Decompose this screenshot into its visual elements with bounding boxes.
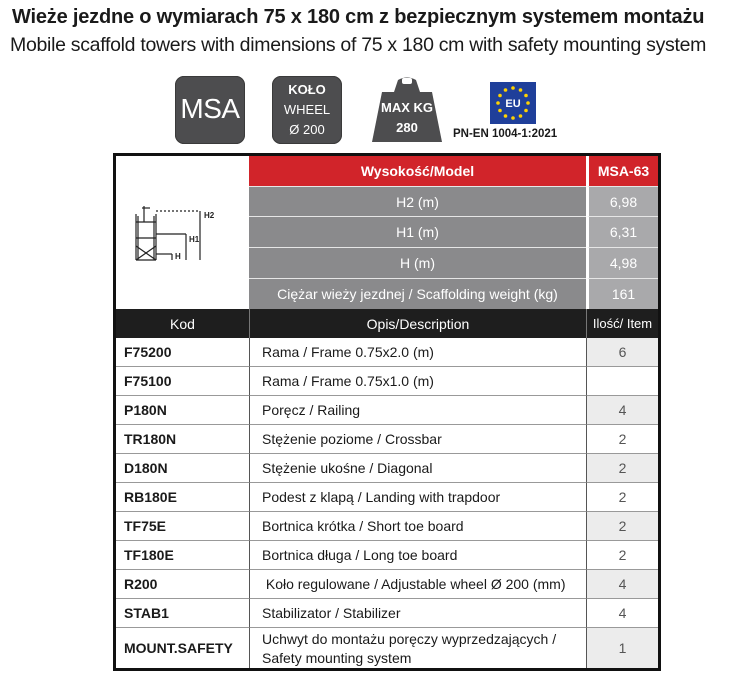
item-description: Koło regulowane / Adjustable wheel Ø 200 (mm) xyxy=(249,570,586,599)
scaffold-diagram xyxy=(116,156,249,309)
item-code: F75200 xyxy=(116,338,249,367)
diagram-label-h2: H2 xyxy=(204,211,215,220)
item-quantity: 2 xyxy=(586,483,658,512)
item-code: TF180E xyxy=(116,541,249,570)
title-english: Mobile scaffold towers with dimensions of 75 x 180 cm with safety mounting system xyxy=(10,34,707,56)
item-code: R200 xyxy=(116,570,249,599)
spec-row-label: H2 (m) xyxy=(249,186,586,216)
item-description-line1: Uchwyt do montażu poręczy wyprzedzających / xyxy=(262,631,557,647)
item-quantity: 2 xyxy=(586,541,658,570)
item-description xyxy=(249,628,586,668)
item-quantity: 2 xyxy=(586,425,658,454)
item-code: P180N xyxy=(116,396,249,425)
item-code: RB180E xyxy=(116,483,249,512)
item-code: TR180N xyxy=(116,425,249,454)
diagram-label-h1: H1 xyxy=(189,235,200,244)
item-quantity: 2 xyxy=(586,512,658,541)
item-description: Bortnica krótka / Short toe board xyxy=(249,512,586,541)
spec-row-value: 4,98 xyxy=(587,247,658,278)
item-code: D180N xyxy=(116,454,249,483)
norm-standard: PN-EN 1004-1:2021 xyxy=(453,128,558,140)
eu-flag-label: EU xyxy=(505,98,521,110)
item-quantity: 2 xyxy=(586,454,658,483)
item-quantity: 4 xyxy=(586,396,658,425)
item-description: Bortnica długa / Long toe board xyxy=(249,541,586,570)
eu-flag-icon xyxy=(490,82,536,124)
spec-row-value: 161 xyxy=(587,278,658,309)
wheel-badge-line2: WHEEL xyxy=(283,102,331,117)
column-header-quantity: Ilość/ Item xyxy=(586,309,658,338)
max-load-weight-icon xyxy=(368,76,446,144)
item-quantity xyxy=(586,367,658,396)
item-description: Stabilizator / Stabilizer xyxy=(249,599,586,628)
column-header-code: Kod xyxy=(116,309,249,338)
spec-row-label: H (m) xyxy=(249,247,586,278)
column-header-description: Opis/Description xyxy=(249,309,586,338)
spec-header-model: MSA-63 xyxy=(587,156,658,186)
spec-row-label: Ciężar wieży jezdnej / Scaffolding weight (kg) xyxy=(249,278,586,309)
item-code: STAB1 xyxy=(116,599,249,628)
item-quantity: 4 xyxy=(586,599,658,628)
item-description: Stężenie poziome / Crossbar xyxy=(249,425,586,454)
item-description: Podest z klapą / Landing with trapdoor xyxy=(249,483,586,512)
wheel-badge xyxy=(272,76,342,144)
wheel-badge-line3: Ø 200 xyxy=(289,122,325,137)
item-description: Stężenie ukośne / Diagonal xyxy=(249,454,586,483)
item-description: Rama / Frame 0.75x1.0 (m) xyxy=(249,367,586,396)
item-code: MOUNT.SAFETY xyxy=(124,640,233,656)
item-description-line2: Safety mounting system xyxy=(262,650,412,666)
spec-row-value: 6,31 xyxy=(587,216,658,247)
spec-row-value: 6,98 xyxy=(587,186,658,216)
item-description: Poręcz / Railing xyxy=(249,396,586,425)
spec-row-label: H1 (m) xyxy=(249,216,586,247)
spec-header-label: Wysokość/Model xyxy=(249,156,586,186)
item-quantity: 1 xyxy=(586,628,658,668)
item-code: F75100 xyxy=(116,367,249,396)
item-code: TF75E xyxy=(116,512,249,541)
item-quantity: 6 xyxy=(586,338,658,367)
max-load-label: MAX KG xyxy=(381,100,433,115)
msa-badge xyxy=(175,76,245,144)
item-quantity: 4 xyxy=(586,570,658,599)
wheel-badge-line1: KOŁO xyxy=(288,82,326,97)
title-polish: Wieże jezdne o wymiarach 75 x 180 cm z bezpiecznym systemem montażu xyxy=(12,6,705,28)
item-description: Rama / Frame 0.75x2.0 (m) xyxy=(249,338,586,367)
diagram-label-h: H xyxy=(175,252,181,261)
msa-badge-label: MSA xyxy=(180,93,240,124)
max-load-value: 280 xyxy=(396,120,418,135)
specification-table xyxy=(113,153,661,671)
feature-badges xyxy=(0,72,750,152)
